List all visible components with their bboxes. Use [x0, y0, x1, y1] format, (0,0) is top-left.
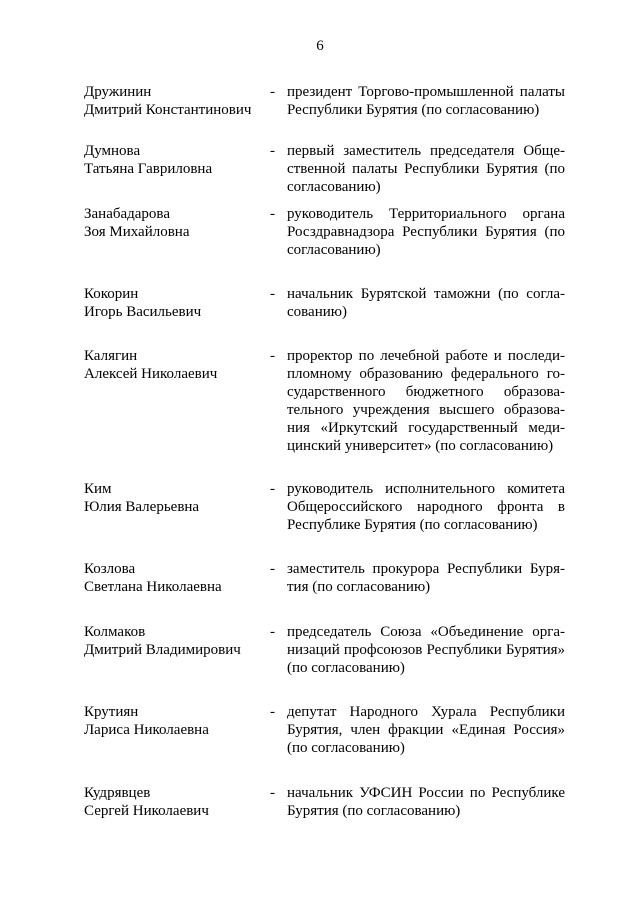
member-given-name: Дмитрий Владимирович [84, 642, 241, 658]
member-surname: Крутиян [84, 704, 139, 720]
member-name [84, 480, 264, 516]
member-surname: Думнова [84, 143, 141, 159]
member-position [287, 205, 565, 259]
member-name [84, 347, 264, 383]
separator-dash: - [270, 704, 275, 720]
member-given-name: Юлия Валерьевна [84, 499, 200, 515]
member-position [287, 347, 565, 455]
position-line: депутат Народного Хурала Республики [287, 704, 565, 720]
position-line: Республике Бурятия (по согласованию) [287, 517, 538, 533]
member-surname: Колмаков [84, 624, 146, 640]
member-name [84, 142, 264, 178]
position-line: пломному образованию федерального го- [287, 366, 565, 382]
member-surname: Дружинин [84, 84, 152, 100]
position-line: согласованию) [287, 179, 381, 195]
position-line: низаций профсоюзов Республики Бурятия» [287, 642, 565, 658]
position-line: заместитель прокурора Республики Буря- [287, 561, 565, 577]
position-line: руководитель исполнительного комитета [287, 481, 565, 497]
member-surname: Ким [84, 481, 112, 497]
position-line: начальник Бурятской таможни (по согла- [287, 286, 565, 302]
position-line: Республики Бурятия (по согласованию) [287, 102, 540, 118]
member-surname: Кокорин [84, 286, 139, 302]
position-line: ния «Иркутский государственный меди- [287, 420, 565, 436]
member-given-name: Татьяна Гавриловна [84, 161, 213, 177]
member-position [287, 784, 565, 820]
member-given-name: Сергей Николаевич [84, 803, 209, 819]
member-position [287, 623, 565, 677]
member-position [287, 142, 565, 196]
separator-dash: - [270, 348, 275, 364]
separator-dash: - [270, 785, 275, 801]
member-given-name: Алексей Николаевич [84, 366, 218, 382]
position-line: Бурятия (по согласованию) [287, 803, 461, 819]
separator-dash: - [270, 624, 275, 640]
member-surname: Козлова [84, 561, 136, 577]
separator-dash: - [270, 206, 275, 222]
member-name [84, 784, 264, 820]
position-line: руководитель Территориального органа [287, 206, 565, 222]
member-name [84, 205, 264, 241]
position-line: тия (по согласованию) [287, 579, 431, 595]
position-line: ственной палаты Республики Бурятия (по [287, 161, 565, 177]
position-line: председатель Союза «Объединение орга- [287, 624, 565, 640]
page-number: 6 [316, 38, 324, 54]
member-name [84, 285, 264, 321]
position-line: Росздравнадзора Республики Бурятия (по [287, 224, 565, 240]
position-line: Общероссийского народного фронта в [287, 499, 565, 515]
member-position [287, 480, 565, 534]
position-line: согласованию) [287, 242, 381, 258]
member-given-name: Дмитрий Константинович [84, 102, 252, 118]
separator-dash: - [270, 84, 275, 100]
position-line: тельного учреждения высшего образова- [287, 402, 565, 418]
position-line: первый заместитель председателя Обще- [287, 143, 565, 159]
position-line: президент Торгово-промышленной палаты [287, 84, 565, 100]
position-line: Бурятия, член фракции «Единая Россия» [287, 722, 565, 738]
member-surname: Калягин [84, 348, 138, 364]
member-position [287, 703, 565, 757]
member-surname: Кудрявцев [84, 785, 151, 801]
member-name [84, 83, 264, 119]
position-line: цинский университет» (по согласованию) [287, 438, 554, 454]
member-name [84, 703, 264, 739]
separator-dash: - [270, 481, 275, 497]
position-line: (по согласованию) [287, 740, 405, 756]
position-line: проректор по лечебной работе и последи- [287, 348, 565, 364]
member-given-name: Игорь Васильевич [84, 304, 202, 320]
member-position [287, 285, 565, 321]
member-name [84, 560, 264, 596]
position-line: сударственного бюджетного образова- [287, 384, 565, 400]
position-line: (по согласованию) [287, 660, 405, 676]
member-given-name: Светлана Николаевна [84, 579, 222, 595]
member-given-name: Зоя Михайловна [84, 224, 190, 240]
separator-dash: - [270, 286, 275, 302]
position-line: сованию) [287, 304, 347, 320]
member-position [287, 560, 565, 596]
position-line: начальник УФСИН России по Республике [287, 785, 565, 801]
separator-dash: - [270, 143, 275, 159]
separator-dash: - [270, 561, 275, 577]
member-name [84, 623, 264, 659]
member-position [287, 83, 565, 119]
member-surname: Занабадарова [84, 206, 170, 222]
member-given-name: Лариса Николаевна [84, 722, 209, 738]
